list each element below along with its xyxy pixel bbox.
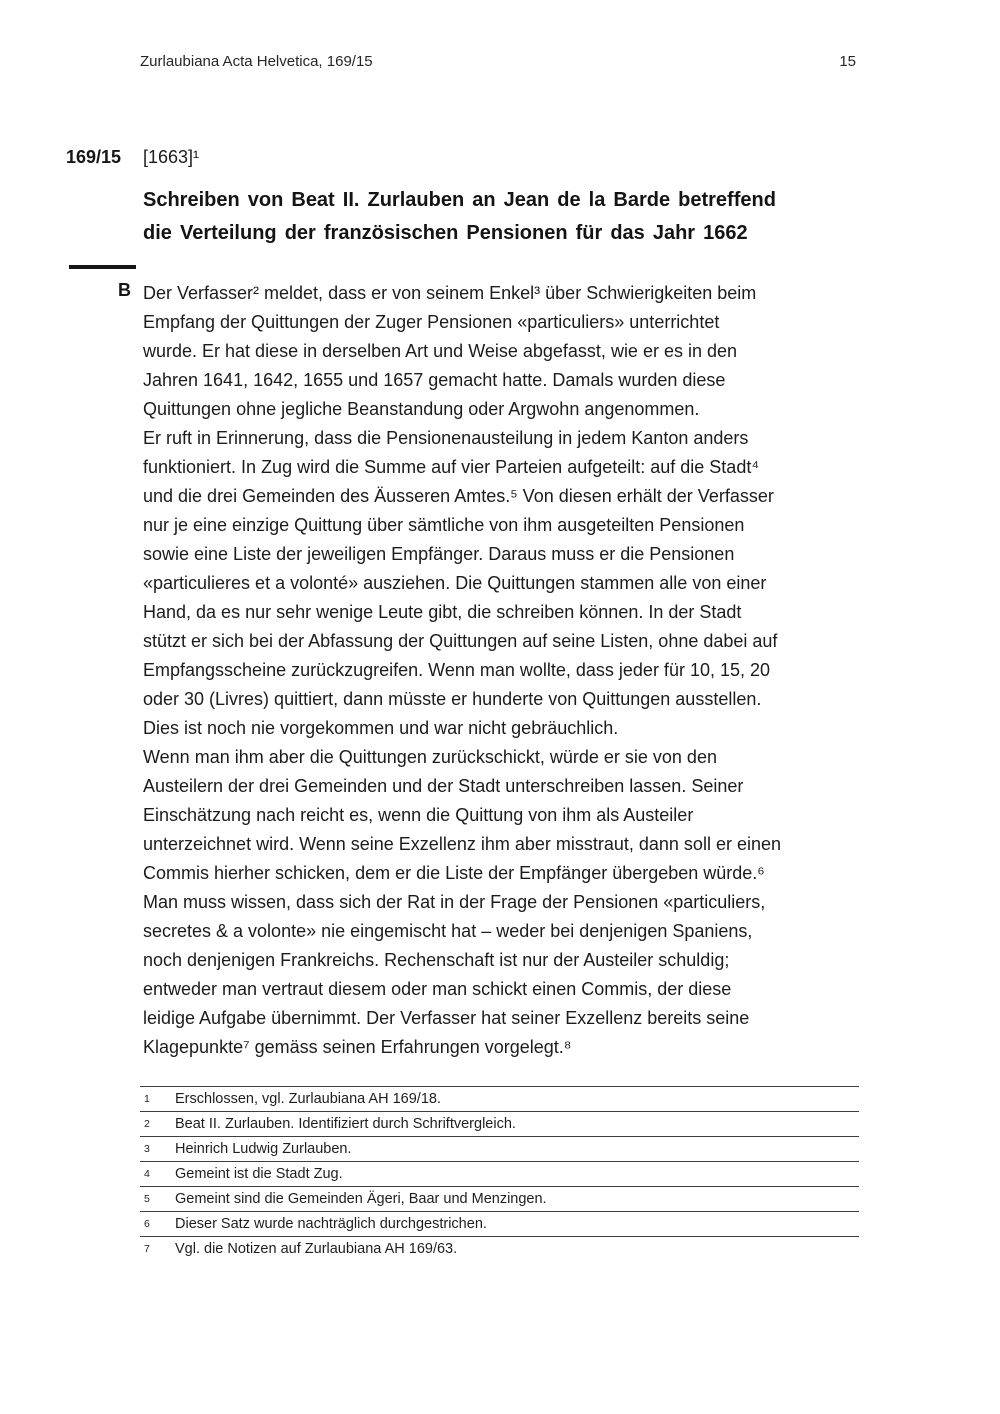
summary-line: Austeilern der drei Gemeinden und der Stadt unterschreiben lassen. Seiner	[143, 776, 744, 796]
footnote-text: Beat II. Zurlauben. Identifiziert durch Schriftvergleich.	[175, 1116, 516, 1132]
summary-line: Er ruft in Erinnerung, dass die Pensionenausteilung in jedem Kanton anders	[143, 428, 749, 448]
summary-paragraph	[143, 424, 883, 743]
footnotes-section	[140, 1086, 859, 1261]
footnote-marker: 7	[144, 1243, 150, 1255]
doc-number: 169/15	[66, 147, 122, 167]
footnote-row	[140, 1136, 859, 1161]
footnote-row	[140, 1111, 859, 1136]
footnote-text: Gemeint sind die Gemeinden Ägeri, Baar und Menzingen.	[175, 1191, 547, 1207]
version-sigla: B	[118, 280, 131, 300]
summary-line: Quittungen ohne jegliche Beanstandung oder Argwohn angenommen.	[143, 399, 700, 419]
summary-line: Dies ist noch nie vorgekommen und war nicht gebräuchlich.	[143, 718, 619, 738]
summary-line: secretes & a volonte» nie eingemischt hat – weder bei denjenigen Spaniens,	[143, 921, 753, 941]
summary-line: sowie eine Liste der jeweiligen Empfänger. Daraus muss er die Pensionen	[143, 544, 735, 564]
summary-line: nur je eine einzige Quittung über sämtliche von ihm ausgeteilten Pensionen	[143, 515, 745, 535]
footnote-row	[140, 1236, 859, 1261]
footnote-marker: 6	[144, 1218, 150, 1230]
footnote-marker: 5	[144, 1193, 150, 1205]
summary-line: «particulieres et a volonté» ausziehen. Die Quittungen stammen alle von einer	[143, 573, 767, 593]
summary-line: Wenn man ihm aber die Quittungen zurückschickt, würde er sie von den	[143, 747, 717, 767]
footnote-text: Gemeint ist die Stadt Zug.	[175, 1166, 343, 1182]
summary-line: Einschätzung nach reicht es, wenn die Quittung von ihm als Austeiler	[143, 805, 694, 825]
summary-line: Der Verfasser² meldet, dass er von seinem Enkel³ über Schwierigkeiten beim	[143, 283, 757, 303]
summary-line: Klagepunkte⁷ gemäss seinen Erfahrungen vorgelegt.⁸	[143, 1037, 572, 1057]
footnote-text: Vgl. die Notizen auf Zurlaubiana AH 169/63.	[175, 1241, 458, 1257]
footnote-marker: 1	[144, 1093, 150, 1105]
summary-text	[143, 279, 883, 1062]
footnote-text: Dieser Satz wurde nachträglich durchgestrichen.	[175, 1216, 487, 1232]
doc-title-line: Schreiben von Beat II. Zurlauben an Jean de la Barde betreffend	[143, 189, 776, 211]
summary-line: unterzeichnet wird. Wenn seine Exzellenz ihm aber misstraut, dann soll er einen	[143, 834, 781, 854]
summary-line: Jahren 1641, 1642, 1655 und 1657 gemacht hatte. Damals wurden diese	[143, 370, 726, 390]
footnote-row	[140, 1086, 859, 1111]
footnote-text: Heinrich Ludwig Zurlauben.	[175, 1141, 352, 1157]
summary-line: entweder man vertraut diesem oder man schickt einen Commis, der diese	[143, 979, 732, 999]
summary-line: Commis hierher schicken, dem er die Liste der Empfänger übergeben würde.⁶	[143, 863, 765, 883]
summary-line: funktioniert. In Zug wird die Summe auf vier Parteien aufgeteilt: auf die Stadt⁴	[143, 457, 760, 477]
summary-line: Man muss wissen, dass sich der Rat in der Frage der Pensionen «particuliers,	[143, 892, 766, 912]
summary-line: Empfangsscheine zurückzugreifen. Wenn man wollte, dass jeder für 10, 15, 20	[143, 660, 771, 680]
summary-line: noch denjenigen Frankreichs. Rechenschaft ist nur der Austeiler schuldig;	[143, 950, 730, 970]
footnote-row	[140, 1186, 859, 1211]
summary-line: Hand, da es nur sehr wenige Leute gibt, die schreiben können. In der Stadt	[143, 602, 742, 622]
summary-line: oder 30 (Livres) quittiert, dann müsste er hunderte von Quittungen ausstellen.	[143, 689, 762, 709]
footnote-row	[140, 1211, 859, 1236]
doc-title	[143, 184, 873, 250]
summary-paragraph	[143, 743, 883, 1062]
summary-line: leidige Aufgabe übernimmt. Der Verfasser hat seiner Exzellenz bereits seine	[143, 1008, 750, 1028]
running-header	[140, 53, 856, 70]
summary-paragraph	[143, 279, 883, 424]
doc-date: [1663]¹	[143, 147, 200, 167]
section-divider-bar	[69, 265, 136, 269]
doc-title-line: die Verteilung der französischen Pensionen für das Jahr 1662	[143, 222, 748, 244]
running-title: Zurlaubiana Acta Helvetica, 169/15	[140, 53, 373, 70]
summary-line: Empfang der Quittungen der Zuger Pensionen «particuliers» unterrichtet	[143, 312, 720, 332]
footnote-row	[140, 1161, 859, 1186]
summary-line: und die drei Gemeinden des Äusseren Amtes.⁵ Von diesen erhält der Verfasser	[143, 486, 774, 506]
footnote-marker: 4	[144, 1168, 150, 1180]
page-number: 15	[839, 53, 856, 70]
summary-line: stützt er sich bei der Abfassung der Quittungen auf seine Listen, ohne dabei auf	[143, 631, 778, 651]
footnote-marker: 3	[144, 1143, 150, 1155]
footnote-marker: 2	[144, 1118, 150, 1130]
footnote-text: Erschlossen, vgl. Zurlaubiana AH 169/18.	[175, 1091, 441, 1107]
summary-line: wurde. Er hat diese in derselben Art und Weise abgefasst, wie er es in den	[143, 341, 738, 361]
